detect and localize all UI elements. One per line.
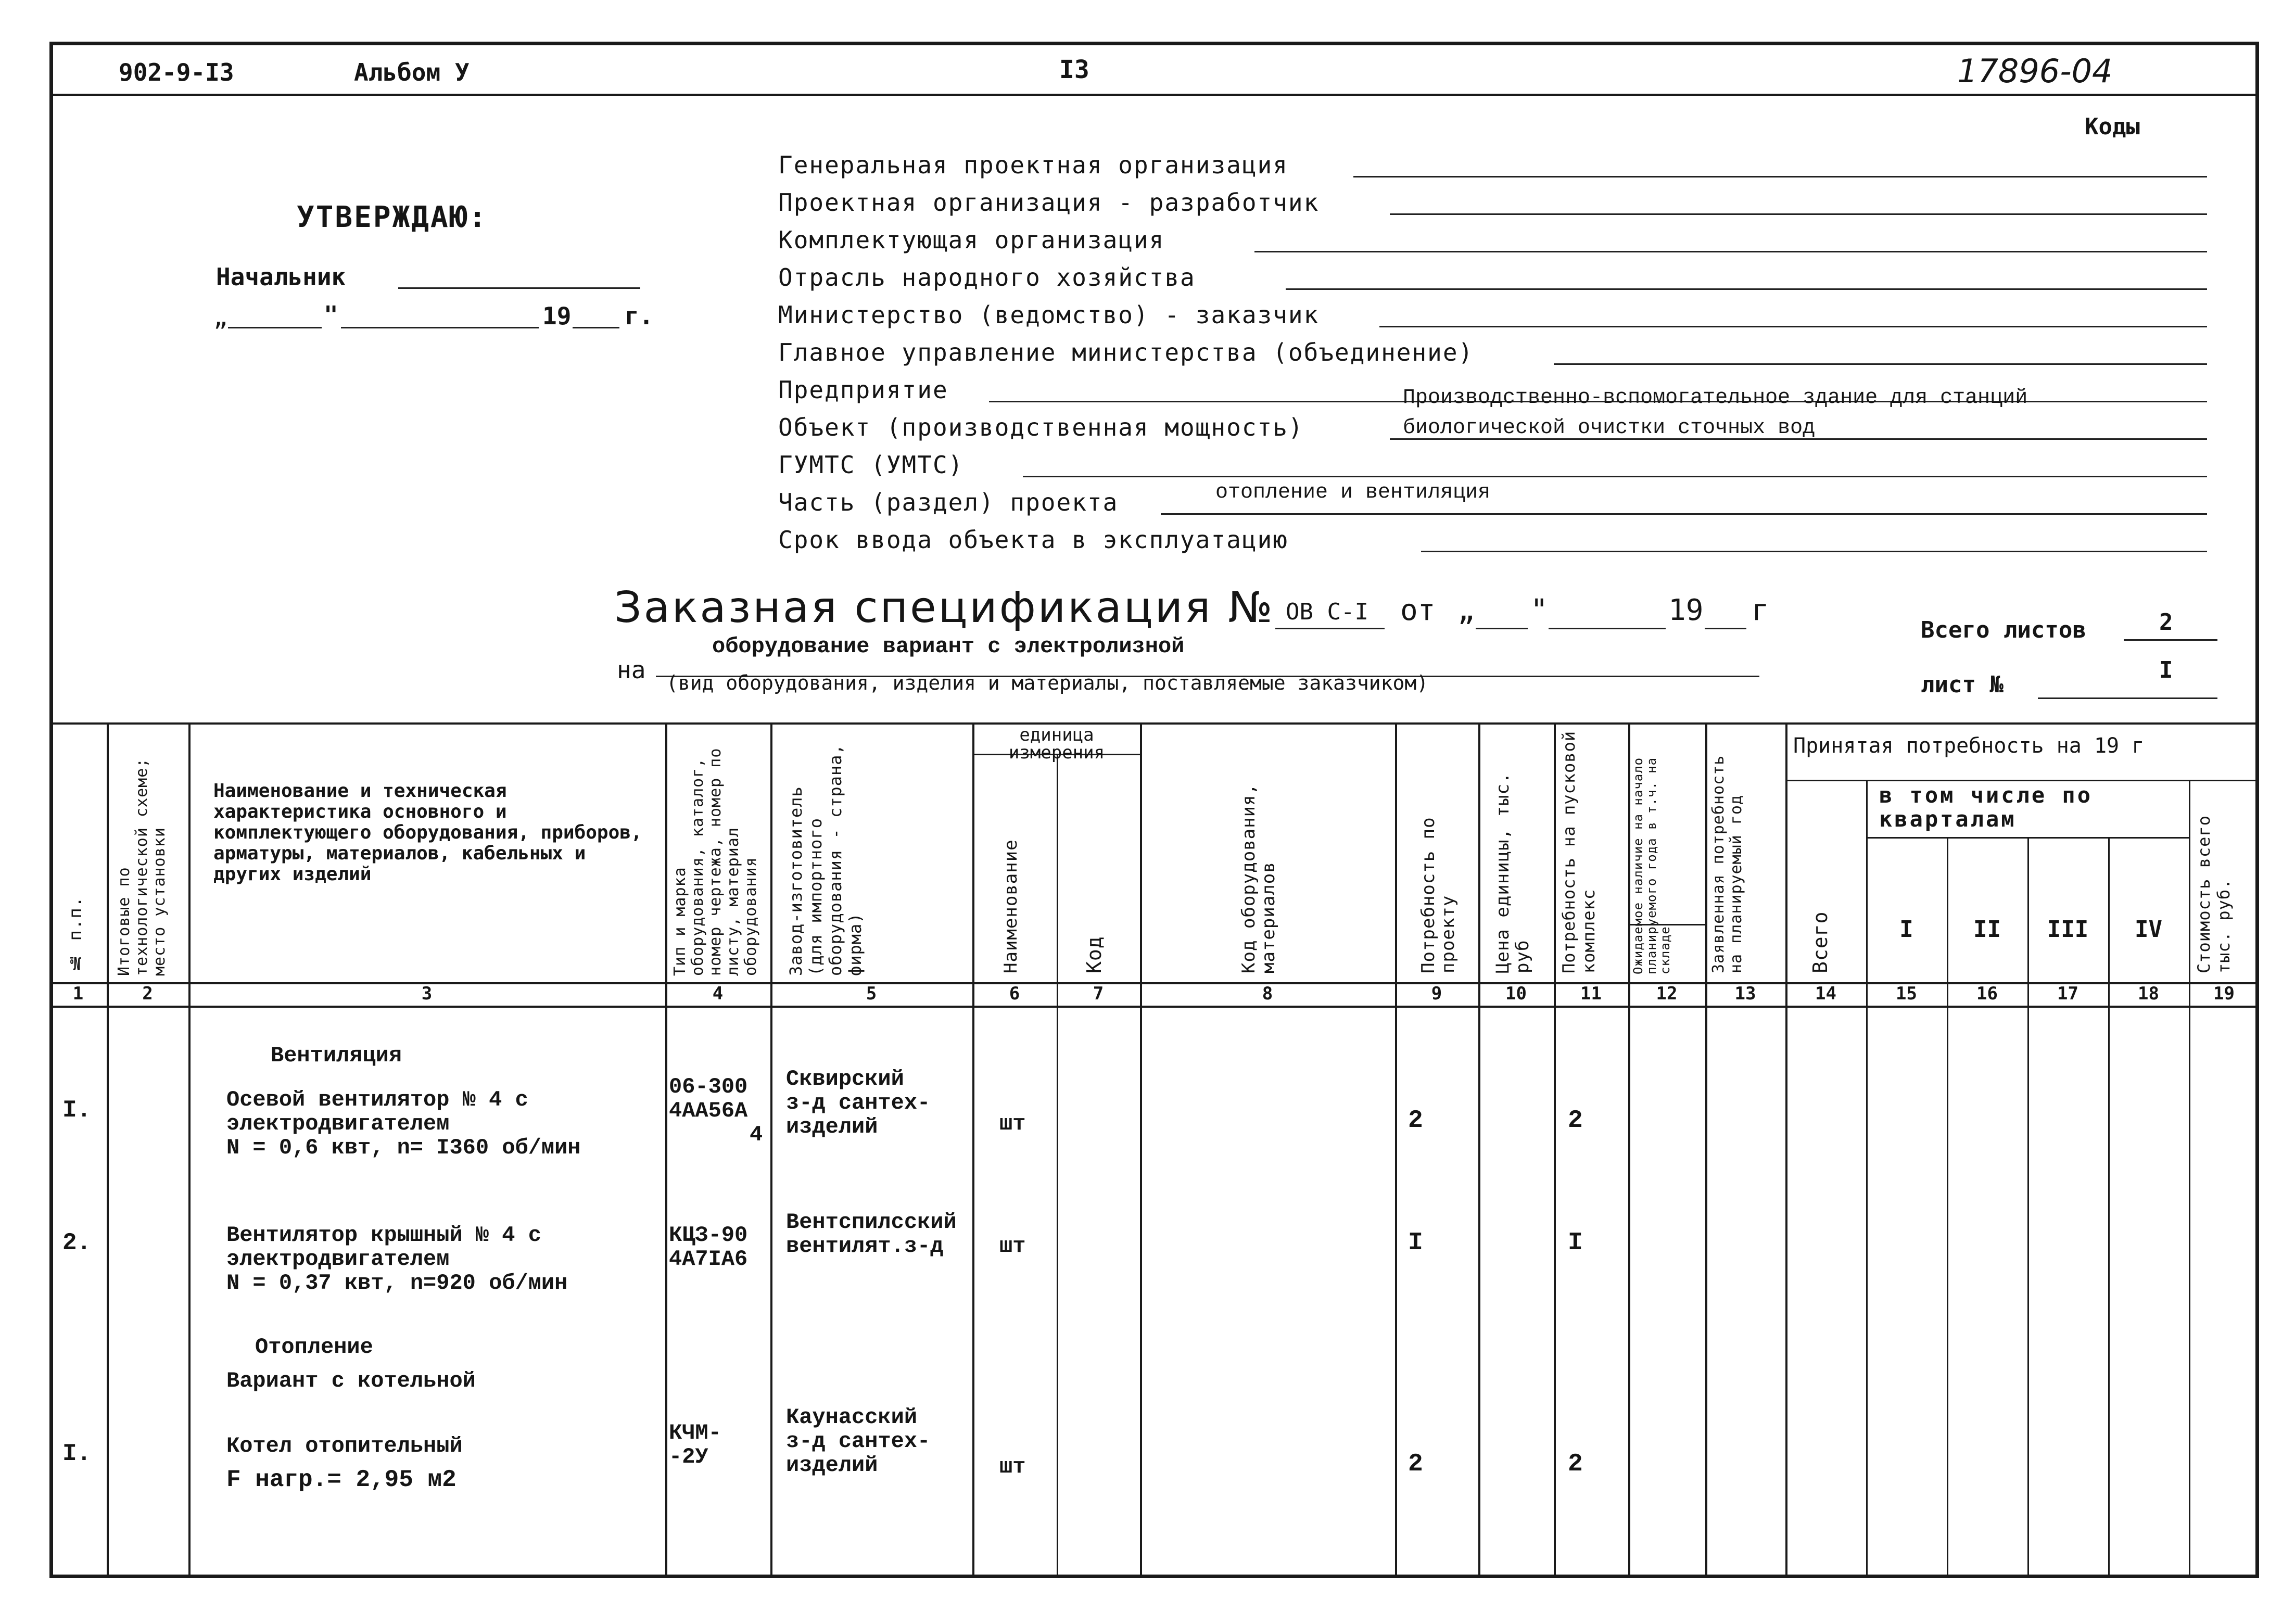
colnum: 1 <box>72 983 84 1004</box>
spec-year: 19 <box>1668 593 1704 627</box>
org-enterprise-label: Предприятие <box>778 376 948 404</box>
col-line <box>1140 722 1142 1578</box>
doc-code: 902-9-I3 <box>119 58 234 86</box>
colnum: 8 <box>1262 983 1273 1004</box>
row-1-name-1: Осевой вентилятор № 4 с <box>226 1087 528 1112</box>
hdr-accepted-group: Принятая потребность на 19 г <box>1793 734 2145 758</box>
date-open-quote: „ <box>213 303 228 331</box>
spec-date-quote-close: " <box>1530 593 1548 627</box>
colnum: 19 <box>2213 983 2235 1004</box>
row-2-maker-1: Вентспилсский <box>786 1210 957 1235</box>
hdr-unit-group: единица измерения <box>1008 725 1105 763</box>
spec-year-line <box>1705 628 1746 629</box>
org-completing-line <box>1254 251 2207 252</box>
col-line <box>1554 722 1556 1578</box>
hdr-c7: Код <box>1083 936 1106 973</box>
org-project-part-value: отопление и вентиляция <box>1215 481 1491 504</box>
row-1-maker-2: з-д сантех- <box>786 1090 931 1115</box>
col-line <box>1705 722 1707 1578</box>
colnum: 18 <box>2138 983 2159 1004</box>
date-year-line <box>573 327 619 328</box>
chief-label: Начальник <box>216 263 346 291</box>
col-line <box>1628 722 1630 1578</box>
colnum: 3 <box>421 983 433 1004</box>
hdr-c4: Тип и марка оборудования, каталог, номер чертежа, номер по листу, материал оборудования <box>671 747 760 976</box>
section-heading-ventilation: Вентиляция <box>271 1043 402 1068</box>
hdr-c9: Потребность по проекту <box>1418 817 1459 973</box>
col-line <box>1478 722 1480 1578</box>
codes-label: Коды <box>2085 113 2140 140</box>
spec-day-line <box>1476 628 1528 629</box>
org-commissioning-line <box>1421 551 2207 552</box>
spec-date-quote-open: „ <box>1457 593 1475 627</box>
hdr-c14: Всего <box>1809 911 1832 973</box>
row-3-type-1: КЧМ- <box>669 1420 721 1445</box>
row-3-need-start: 2 <box>1568 1450 1583 1478</box>
table-top-border <box>49 722 2259 725</box>
org-commissioning-label: Срок ввода объекта в эксплуатацию <box>778 526 1288 554</box>
col-line <box>1866 780 1868 1578</box>
row-3-maker-3: изделий <box>786 1453 878 1478</box>
colnum: 12 <box>1656 983 1678 1004</box>
hdr-c18: IV <box>2135 916 2162 943</box>
row-3-unit: шт <box>999 1454 1026 1479</box>
hdr-c15: I <box>1899 916 1913 943</box>
accepted-group-rule <box>1785 780 2259 781</box>
org-main-directorate-label: Главное управление министерства (объединение) <box>778 338 1474 366</box>
row-3-maker-1: Каунасский <box>786 1405 918 1430</box>
org-gumts-line <box>1023 476 2207 477</box>
colnum: 10 <box>1505 983 1527 1004</box>
col-line <box>1057 754 1058 1578</box>
section-heading-boiler-variant: Вариант с котельной <box>226 1368 476 1393</box>
org-main-directorate-line <box>1554 363 2207 365</box>
row-3-name-1: Котел отопительный <box>226 1433 463 1458</box>
total-sheets-value: 2 <box>2159 609 2173 636</box>
row-2-name-1: Вентилятор крышный № 4 с <box>226 1223 541 1248</box>
row-2-type-1: КЦЗ-90 <box>669 1223 748 1248</box>
row-2-num: 2. <box>62 1229 92 1257</box>
colnum: 15 <box>1896 983 1917 1004</box>
colnum: 5 <box>866 983 877 1004</box>
row-2-maker-2: вентилят.з-д <box>786 1234 944 1259</box>
sheet-value: I <box>2159 657 2173 683</box>
hdr-c6: Наименование <box>1000 839 1021 973</box>
row-2-unit: шт <box>999 1234 1026 1259</box>
colnum: 9 <box>1431 983 1442 1004</box>
row-1-type-3: 4 <box>750 1122 763 1147</box>
date-month-line <box>341 327 539 328</box>
org-gumts-label: ГУМТС (УМТС) <box>778 451 964 479</box>
org-developer-line <box>1390 213 2207 215</box>
spec-number: ОВ С-I <box>1286 599 1368 625</box>
col-line <box>188 722 191 1578</box>
spec-subject: оборудование вариант с электролизной <box>712 634 1185 659</box>
colnum: 11 <box>1580 983 1602 1004</box>
date-year: 19 <box>542 302 572 330</box>
chief-signature-line <box>398 287 640 289</box>
col-line <box>1395 722 1397 1578</box>
colnum-bottom-border <box>49 1006 2259 1008</box>
spec-from-label: от <box>1400 593 1436 627</box>
org-project-part-line <box>1161 513 2207 515</box>
col-line <box>107 722 109 1578</box>
row-3-maker-2: з-д сантех- <box>786 1429 931 1454</box>
date-day-line <box>228 327 322 328</box>
row-1-maker-1: Сквирский <box>786 1067 904 1092</box>
hdr-c16: II <box>1973 916 2001 943</box>
spec-subject-caption: (вид оборудования, изделия и материалы, поставляемые заказчиком) <box>666 671 1429 694</box>
org-general-designer-line <box>1353 176 2207 177</box>
colnum: 16 <box>1976 983 1998 1004</box>
row-1-name-3: N = 0,6 квт, n= I360 об/мин <box>226 1135 581 1160</box>
sheet-label: лист № <box>1921 671 2004 698</box>
row-1-maker-3: изделий <box>786 1114 878 1139</box>
col-line <box>2108 837 2110 1578</box>
hdr-c8: Код оборудования, материалов <box>1238 783 1279 973</box>
org-developer-label: Проектная организация - разработчик <box>778 188 1320 217</box>
row-3-name-2: F нагр.= 2,95 м2 <box>226 1466 457 1493</box>
org-completing-label: Комплектующая организация <box>778 226 1165 254</box>
date-suffix: г. <box>625 302 654 330</box>
org-project-part-label: Часть (раздел) проекта <box>778 488 1119 516</box>
inventory-number: 17896-04 <box>1957 52 2113 90</box>
row-1-num: I. <box>62 1097 92 1124</box>
col-line <box>972 722 974 1578</box>
date-close-quote: " <box>324 301 338 329</box>
row-2-type-2: 4А7IА6 <box>669 1247 748 1272</box>
row-1-type-1: 06-300 <box>669 1074 748 1099</box>
col-line <box>2027 837 2029 1578</box>
hdr-c3: Наименование и техническая характеристика основного и комплектующего оборудования, приборов, арматуры, материалов, кабельных и других изделий <box>213 780 642 885</box>
colnum: 2 <box>142 983 153 1004</box>
row-3-need-project: 2 <box>1408 1450 1423 1478</box>
colnum: 4 <box>712 983 724 1004</box>
total-sheets-label: Всего листов <box>1921 617 2086 643</box>
spec-year-suffix: г <box>1752 593 1769 627</box>
sheet-line <box>2038 697 2217 699</box>
col-line <box>1947 837 1948 1578</box>
colnum: 14 <box>1815 983 1836 1004</box>
org-enterprise-value: Производственно-вспомогательное здание для станций <box>1403 386 2028 410</box>
total-sheets-line <box>2124 639 2217 641</box>
hdr-c10: Цена единицы, тыс. руб <box>1492 772 1533 973</box>
col-line <box>770 722 772 1578</box>
org-general-designer-label: Генеральная проектная организация <box>778 151 1288 179</box>
row-1-need-start: 2 <box>1568 1107 1583 1135</box>
hdr-c1: № п.п. <box>65 896 86 973</box>
hdr-c17: III <box>2047 916 2089 943</box>
hdr-c2: Итоговые по технологической схеме; место установки <box>115 757 169 976</box>
col-line <box>2189 780 2190 1578</box>
org-object-label: Объект (производственная мощность) <box>778 413 1304 441</box>
spec-title: Заказная спецификация № <box>614 583 1275 632</box>
spec-month-line <box>1549 628 1666 629</box>
org-ministry-line <box>1379 326 2207 327</box>
section-heading-heating: Отопление <box>255 1335 373 1360</box>
row-1-need-project: 2 <box>1408 1107 1423 1135</box>
row-2-name-3: N = 0,37 квт, n=920 об/мин <box>226 1271 568 1296</box>
approval-title: УТВЕРЖДАЮ: <box>297 200 488 234</box>
colnum: 6 <box>1009 983 1020 1004</box>
hdr-c5: Завод-изготовитель (для импортного оборудования - страна, фирма) <box>786 744 865 976</box>
hdr-c11: Потребность на пусковой комплекс <box>1559 730 1599 973</box>
spec-number-line <box>1275 628 1385 629</box>
row-1-name-2: электродвигателем <box>226 1111 450 1136</box>
colnum: 13 <box>1734 983 1756 1004</box>
org-ministry-label: Министерство (ведомство) - заказчик <box>778 301 1320 329</box>
page-number: I3 <box>1059 55 1089 84</box>
colnum: 7 <box>1093 983 1104 1004</box>
org-industry-line <box>1286 288 2207 290</box>
row-3-type-2: -2У <box>669 1444 708 1469</box>
header-divider <box>49 94 2259 96</box>
row-1-unit: шт <box>999 1111 1026 1136</box>
row-1-type-2: 4АА56А <box>669 1098 748 1123</box>
row-2-need-project: I <box>1408 1229 1423 1257</box>
hdr-c13: Заявленная потребность на планируемый год <box>1709 755 1745 973</box>
hdr-c19: Стоимость всего тыс. руб. <box>2194 815 2234 973</box>
hdr-c12: Ожидаемое наличие на начало планируемого года в т.ч. на складе <box>1631 757 1672 974</box>
colnum: 17 <box>2057 983 2078 1004</box>
org-object-value: биологической очистки сточных вод <box>1403 416 1816 440</box>
row-2-need-start: I <box>1568 1229 1583 1257</box>
col-line <box>665 722 667 1578</box>
hdr-quarters-group: в том числе по кварталам <box>1879 782 2093 832</box>
col-line <box>1785 722 1787 1578</box>
album-label: Альбом У <box>354 58 470 86</box>
org-industry-label: Отрасль народного хозяйства <box>778 263 1196 291</box>
row-2-name-2: электродвигателем <box>226 1247 450 1272</box>
spec-na-label: на <box>617 656 646 684</box>
row-3-num: I. <box>62 1440 92 1467</box>
